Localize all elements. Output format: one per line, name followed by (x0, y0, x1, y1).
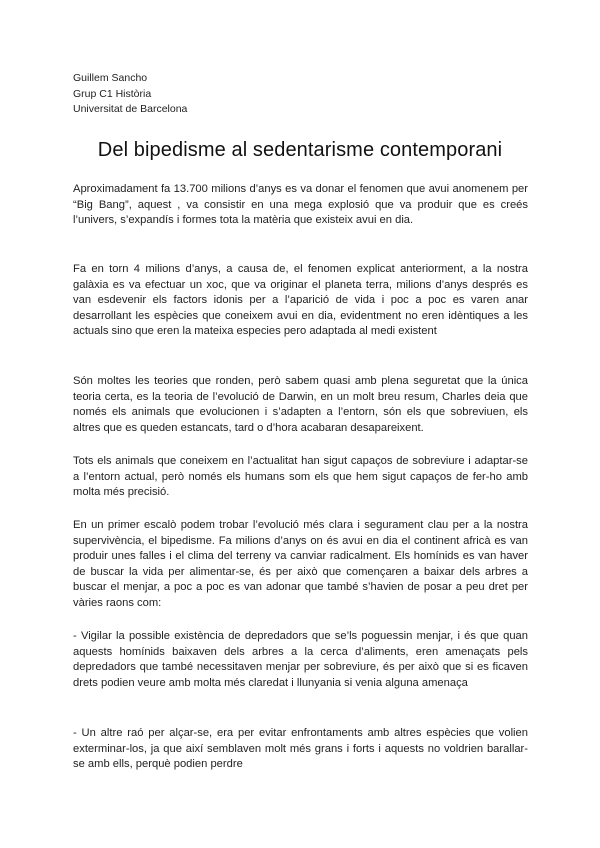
list-item-confrontations: - Un altre raó per alçar-se, era per evitar enfrontaments amb altres espècies que volien exterminar-los, ja que així semblaven molt més grans i forts i aquests no voldrien barallar-se amb ells, perquè podien perdre (73, 727, 528, 771)
document-title: Del bipedisme al sedentarisme contemporani (97, 139, 503, 161)
author-name: Guillem Sancho (73, 72, 148, 84)
paragraph-earth-origin: Fa en torn 4 milions d’anys, a causa de, el fenomen explicat anteriorment, a la nostra galàxia es va efectuar un xoc, que va originar el planeta terra, milions d’anys després es van esdevenir els factors idonis per a l’aparició de vida i poc a poc es varen anar desarrollant les espècies que coneixem avui en dia, evidentment no eren idèntiques a les actuals sino que eren la mateixa especies pero adaptada al medi existent (73, 263, 528, 338)
author-block (73, 71, 187, 118)
author-university: Universitat de Barcelona (73, 103, 188, 116)
paragraph-darwin: Són moltes les teories que ronden, però sabem quasi amb plena seguretat que la única teoria certa, es la teoria de l’evolució de Darwin, en un molt breu resum, Charles deia que només els animals que evolucionen i s’adapten a l’entorn, són els que sobreviuen, els altres que es queden estancats, tard o d’hora acabaran desapareixent. (73, 375, 528, 434)
paragraph-bipedalism: En un primer escalò podem trobar l’evolució més clara i segurament clau per a la nostra supervivència, el bipedisme. Fa milions d’anys on és avui en dia el continent africà es van produir unes falles i el clima del terreny va canviar radicalment. Els homínids es van haver de buscar la vida per alimentar-se, és per això que començaren a baixar dels arbres a buscar el menjar, a poc a poc es van adonar que també s’havien de posar a peu dret per vàries raons com: (73, 519, 528, 609)
author-group: Grup C1 Història (73, 87, 152, 100)
paragraph-adaptation: Tots els animals que coneixem en l’actualitat han sigut capaços de sobreviure i adaptar-se a l’entorn actual, però només els humans som els que hem sigut capaços de fer-ho amb molta més precisió. (73, 455, 528, 499)
paragraph-big-bang: Aproximadament fa 13.700 milions d’anys es va donar el fenomen que avui anomenem per “Big Bang”, aquest , va consistir en una mega explosió que va produir que es creés l’univers, s’expandís i formes tota la matèria que existeix avui en dia. (73, 183, 528, 227)
list-item-predators: - Vigilar la possible existència de depredadors que se’ls poguessin menjar, i és que quan aquests homínids baixaven dels arbres a la cerca d’aliments, eren amenaçats pels depredadors que també necessitaven menjar per sobreviure, és per això que si es ficaven drets podien veure amb molta més claredat i llunyania si venia alguna amenaça (73, 630, 528, 689)
